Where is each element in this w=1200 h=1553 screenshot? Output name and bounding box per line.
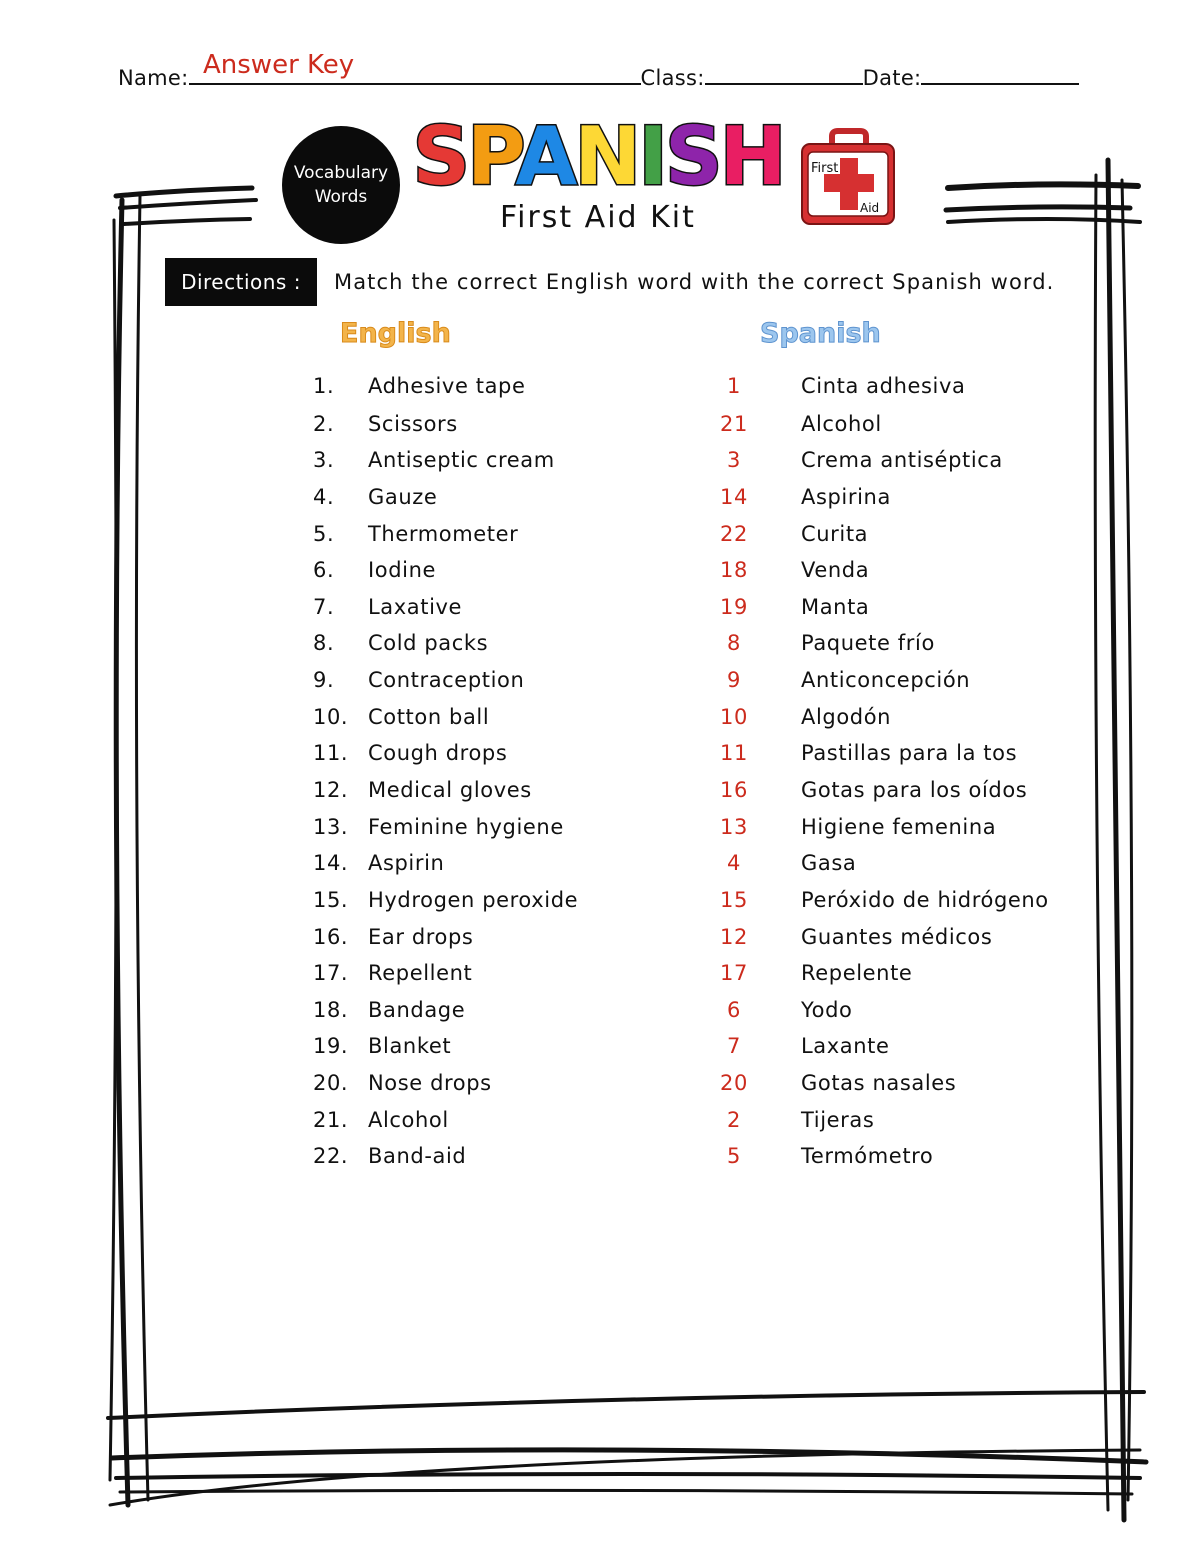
list-item [0, 925, 1200, 955]
list-item [0, 888, 1200, 918]
answer-number[interactable]: 16 [720, 778, 748, 802]
item-number: 7. [313, 595, 335, 619]
spanish-word: Gotas nasales [801, 1071, 957, 1095]
item-number: 9. [313, 668, 335, 692]
item-number: 3. [313, 448, 335, 472]
item-number: 8. [313, 631, 335, 655]
spanish-word: Paquete frío [801, 631, 935, 655]
spanish-word: Crema antiséptica [801, 448, 1003, 472]
answer-number[interactable]: 14 [720, 485, 748, 509]
item-number: 6. [313, 558, 335, 582]
svg-text:SPANISH: SPANISH [412, 110, 784, 203]
answer-number[interactable]: 19 [720, 595, 748, 619]
item-number: 16. [313, 925, 349, 949]
answer-number[interactable]: 13 [720, 815, 748, 839]
item-number: 2. [313, 412, 335, 436]
item-number: 17. [313, 961, 349, 985]
answer-number[interactable]: 20 [720, 1071, 748, 1095]
spanish-word: Algodón [801, 705, 892, 729]
english-word: Iodine [368, 558, 437, 582]
english-word: Thermometer [368, 522, 519, 546]
item-number: 19. [313, 1034, 349, 1058]
badge-line1: Vocabulary [293, 163, 389, 183]
answer-number[interactable]: 11 [720, 741, 748, 765]
english-word: Antiseptic cream [368, 448, 555, 472]
list-item [0, 998, 1200, 1028]
spanish-word: Cinta adhesiva [801, 374, 966, 398]
list-item [0, 485, 1200, 515]
english-word: Hydrogen peroxide [368, 888, 579, 912]
item-number: 13. [313, 815, 349, 839]
name-label: Name: [118, 66, 189, 90]
list-item [0, 1108, 1200, 1138]
list-item [0, 815, 1200, 845]
item-number: 11. [313, 741, 349, 765]
page-subtitle: First Aid Kit [500, 200, 696, 235]
list-item [0, 741, 1200, 771]
list-item [0, 778, 1200, 808]
english-word: Feminine hygiene [368, 815, 564, 839]
spanish-word: Yodo [801, 998, 853, 1022]
spanish-word: Venda [801, 558, 870, 582]
list-item [0, 851, 1200, 881]
list-item [0, 448, 1200, 478]
item-number: 10. [313, 705, 349, 729]
spanish-word: Gasa [801, 851, 857, 875]
icon-aid-text: Aid [860, 201, 880, 215]
english-column-header: English [340, 318, 451, 349]
page-title [412, 110, 784, 203]
answer-key-label: Answer Key [203, 50, 355, 80]
english-word: Contraception [368, 668, 525, 692]
english-word: Blanket [368, 1034, 452, 1058]
badge-line2: Words [314, 187, 368, 207]
spanish-word: Termómetro [801, 1144, 934, 1168]
spanish-word: Laxante [801, 1034, 890, 1058]
item-number: 22. [313, 1144, 349, 1168]
english-word: Gauze [368, 485, 438, 509]
spanish-word: Alcohol [801, 412, 882, 436]
item-number: 15. [313, 888, 349, 912]
list-item [0, 961, 1200, 991]
list-item [0, 705, 1200, 735]
class-label: Class: [640, 66, 705, 90]
date-label: Date: [862, 66, 922, 90]
answer-number[interactable]: 18 [720, 558, 748, 582]
date-blank[interactable] [921, 69, 1079, 85]
spanish-word: Aspirina [801, 485, 891, 509]
english-word: Medical gloves [368, 778, 532, 802]
spanish-word: Curita [801, 522, 869, 546]
first-aid-kit-icon [798, 128, 898, 226]
answer-number[interactable]: 17 [720, 961, 748, 985]
vocabulary-badge [282, 126, 400, 244]
item-number: 5. [313, 522, 335, 546]
answer-number[interactable]: 5 [727, 1144, 741, 1168]
item-number: 12. [313, 778, 349, 802]
english-word: Adhesive tape [368, 374, 526, 398]
answer-number[interactable]: 3 [727, 448, 741, 472]
answer-number[interactable]: 1 [727, 374, 741, 398]
answer-number[interactable]: 4 [727, 851, 741, 875]
spanish-word: Guantes médicos [801, 925, 993, 949]
spanish-word: Tijeras [801, 1108, 875, 1132]
list-item [0, 595, 1200, 625]
english-word: Bandage [368, 998, 466, 1022]
list-item [0, 522, 1200, 552]
answer-number[interactable]: 7 [727, 1034, 741, 1058]
list-item [0, 558, 1200, 588]
spanish-word: Higiene femenina [801, 815, 997, 839]
english-word: Laxative [368, 595, 463, 619]
directions-text: Match the correct English word with the correct Spanish word. [334, 270, 1055, 294]
answer-number[interactable]: 8 [727, 631, 741, 655]
answer-number[interactable]: 12 [720, 925, 748, 949]
list-item [0, 412, 1200, 442]
english-word: Cotton ball [368, 705, 490, 729]
english-word: Cold packs [368, 631, 489, 655]
item-number: 20. [313, 1071, 349, 1095]
answer-number[interactable]: 15 [720, 888, 748, 912]
answer-number[interactable]: 6 [727, 998, 741, 1022]
spanish-word: Manta [801, 595, 870, 619]
list-item [0, 374, 1200, 404]
item-number: 1. [313, 374, 335, 398]
list-item [0, 1034, 1200, 1064]
answer-number[interactable]: 21 [720, 412, 748, 436]
english-word: Band-aid [368, 1144, 467, 1168]
english-word: Alcohol [368, 1108, 449, 1132]
answer-number[interactable]: 10 [720, 705, 748, 729]
spanish-word: Anticoncepción [801, 668, 971, 692]
spanish-word: Gotas para los oídos [801, 778, 1028, 802]
english-word: Aspirin [368, 851, 445, 875]
list-item [0, 1071, 1200, 1101]
answer-number[interactable]: 2 [727, 1108, 741, 1132]
spanish-column-header: Spanish [760, 318, 881, 349]
class-blank[interactable] [705, 69, 863, 85]
list-item [0, 668, 1200, 698]
spanish-word: Pastillas para la tos [801, 741, 1018, 765]
english-word: Ear drops [368, 925, 474, 949]
item-number: 4. [313, 485, 335, 509]
english-word: Cough drops [368, 741, 508, 765]
list-item [0, 631, 1200, 661]
item-number: 14. [313, 851, 349, 875]
english-word: Scissors [368, 412, 458, 436]
directions-label: Directions : [165, 258, 317, 306]
answer-number[interactable]: 9 [727, 668, 741, 692]
icon-first-text: First [811, 161, 839, 176]
answer-number[interactable]: 22 [720, 522, 748, 546]
list-item [0, 1144, 1200, 1174]
english-word: Nose drops [368, 1071, 492, 1095]
english-word: Repellent [368, 961, 473, 985]
spanish-word: Repelente [801, 961, 913, 985]
item-number: 18. [313, 998, 349, 1022]
item-number: 21. [313, 1108, 349, 1132]
spanish-word: Peróxido de hidrógeno [801, 888, 1049, 912]
